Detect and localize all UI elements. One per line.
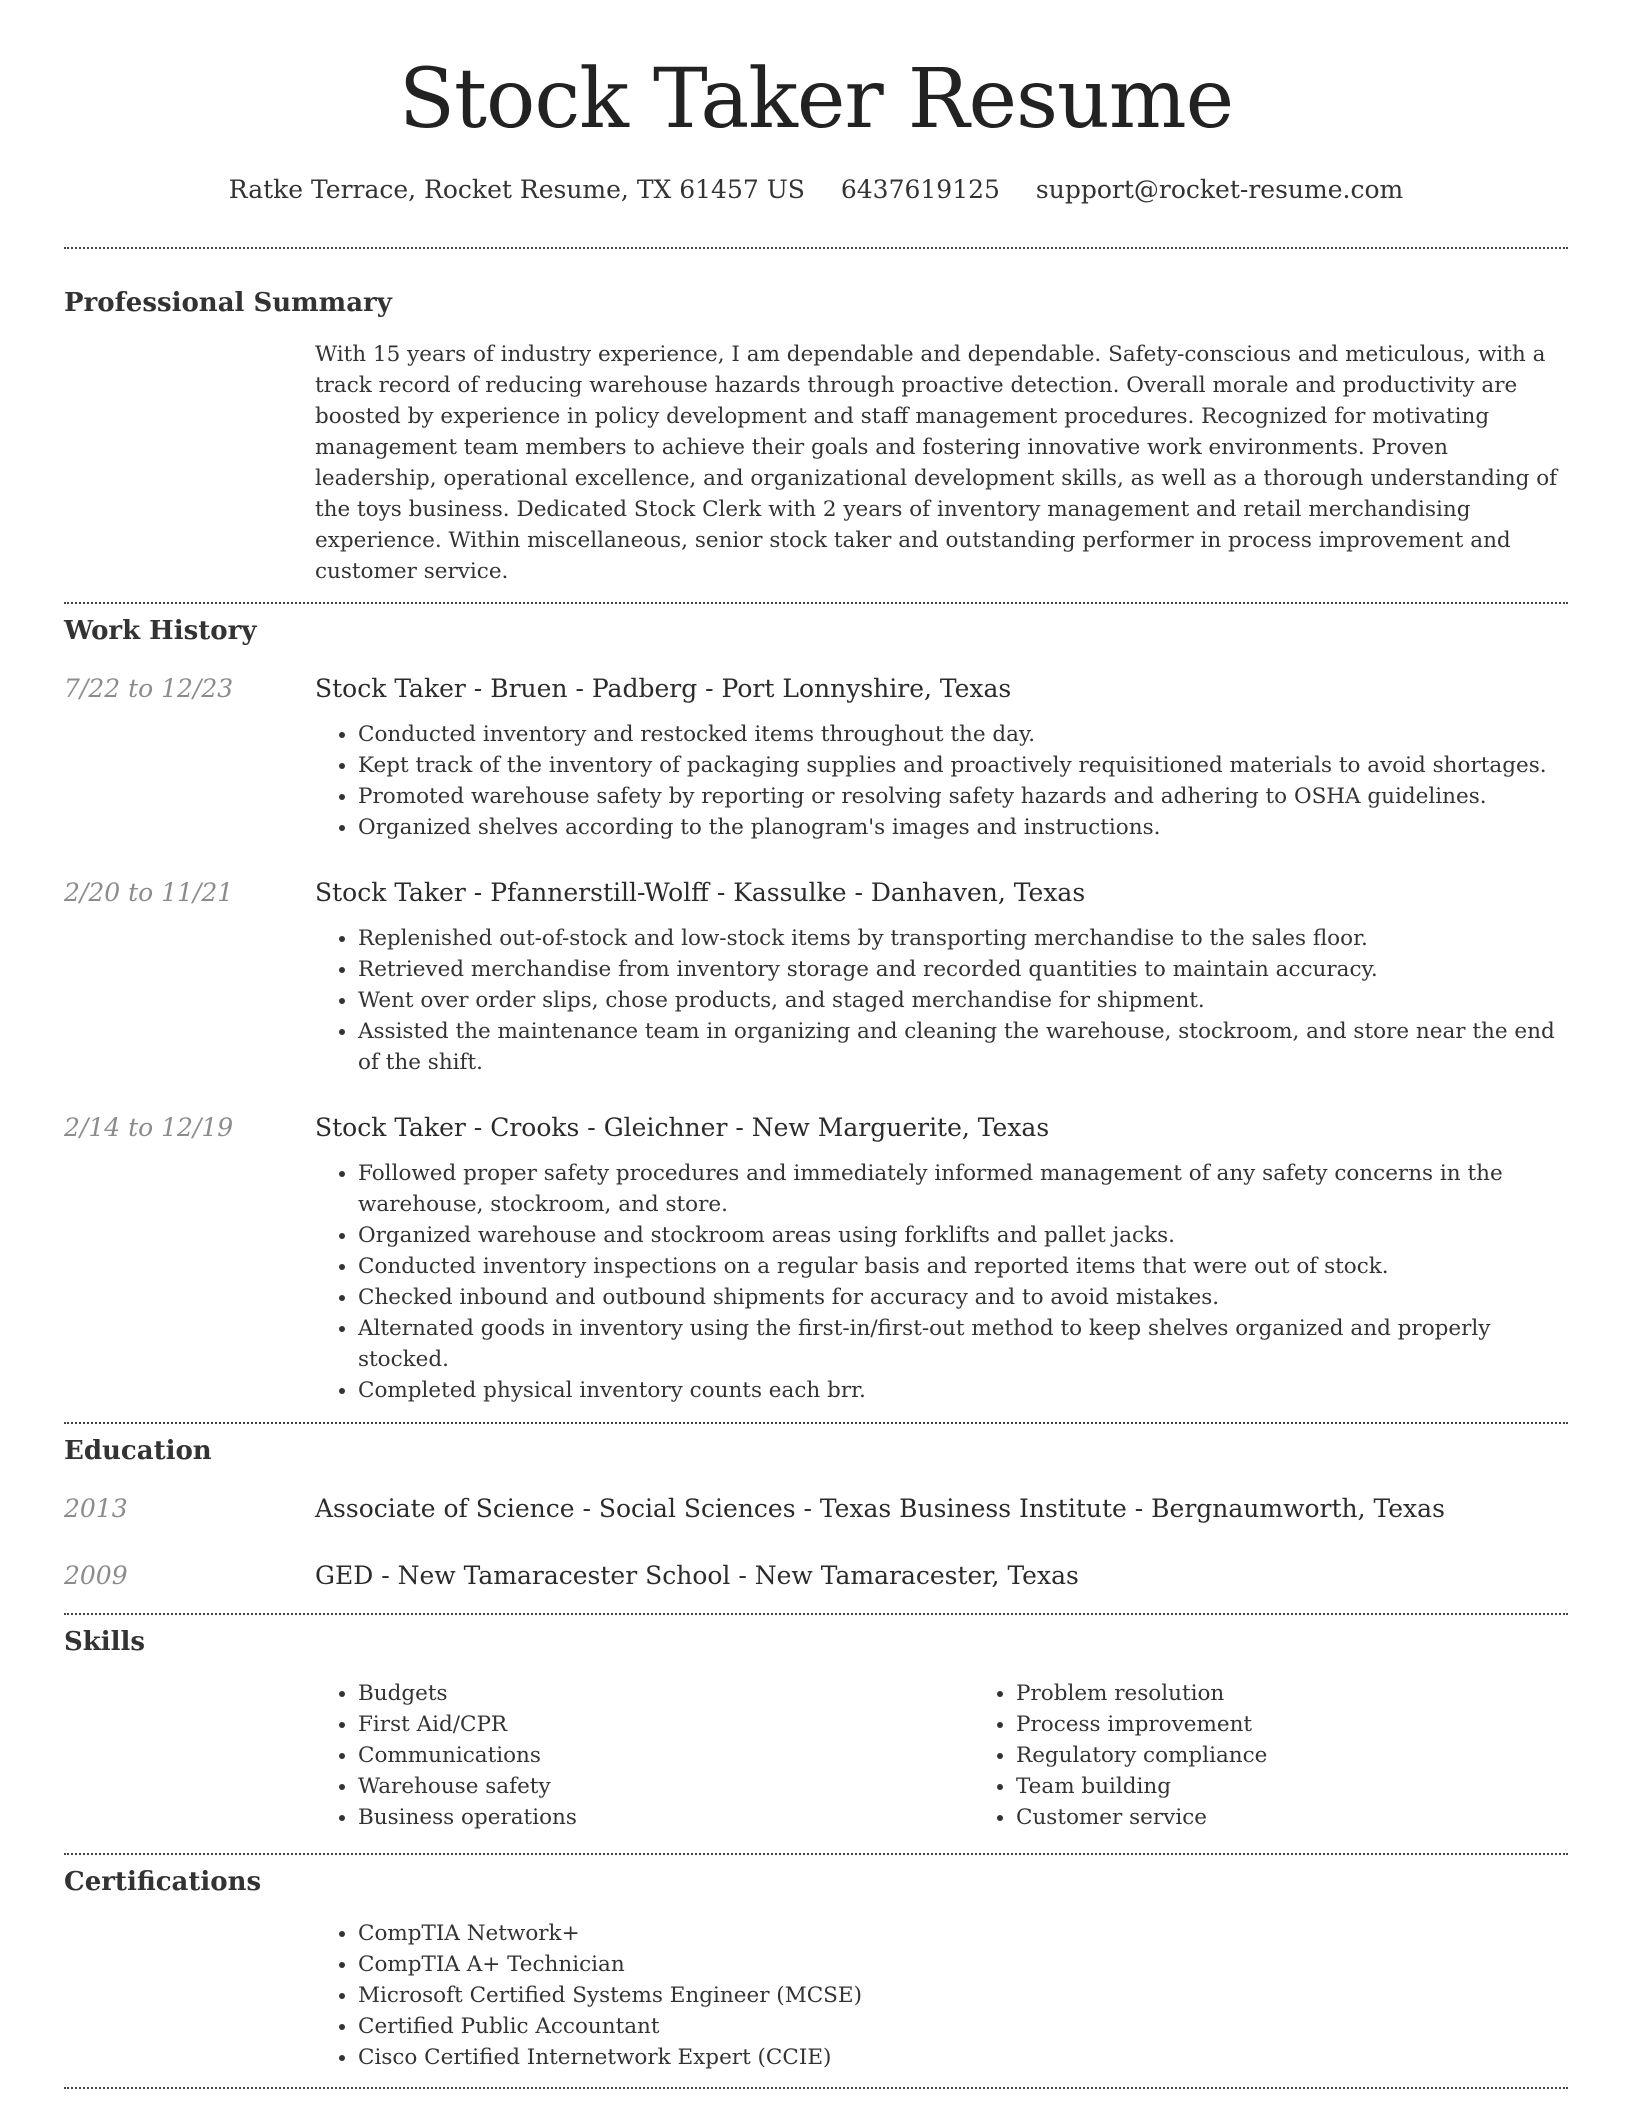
phone: 6437619125 [840,175,1000,204]
list-item: • Promoted warehouse safety by reporting or resolving safety hazards and adhering to OSHA guidelines. [358,781,1568,812]
section-title-certifications: Certifications [64,1867,262,1897]
list-item: • Completed physical inventory counts each brr. [358,1375,1568,1406]
divider [64,2087,1568,2089]
skills-list-left [315,1678,973,1833]
list-item: • Replenished out-of-stock and low-stock items by transporting merchandise to the sales floor. [358,923,1568,954]
certifications-section [64,1855,1568,2073]
job-bullets [315,719,1568,843]
list-item: • Microsoft Certified Systems Engineer (MCSE) [358,1980,1568,2011]
list-item: • Checked inbound and outbound shipments for accuracy and to avoid mistakes. [358,1282,1568,1313]
resume-header [64,0,1568,206]
list-item: • Conducted inventory and restocked items throughout the day. [358,719,1568,750]
education-heading: GED - New Tamaracester School - New Tamaracester, Texas [315,1561,1079,1590]
list-item: • Organized shelves according to the planogram's images and instructions. [358,812,1568,843]
list-item: • Certified Public Accountant [358,2011,1568,2042]
section-title-skills: Skills [64,1627,146,1657]
list-item: • Budgets [358,1678,973,1709]
list-item: • Organized warehouse and stockroom areas using forklifts and pallet jacks. [358,1220,1568,1251]
list-item: • Customer service [1016,1802,1631,1833]
education-entry [64,1559,1568,1593]
education-year: 2013 [64,1494,128,1523]
job-dates: 2/20 to 11/21 [64,878,234,907]
education-year: 2009 [64,1561,128,1590]
list-item: • CompTIA Network+ [358,1918,1568,1949]
page-title: Stock Taker Resume [398,52,1234,147]
list-item: • Retrieved merchandise from inventory storage and recorded quantities to maintain accuracy. [358,954,1568,985]
section-title-education: Education [64,1436,212,1466]
job-dates: 2/14 to 12/19 [64,1113,234,1142]
list-item: • Alternated goods in inventory using the first-in/first-out method to keep shelves organized and properly stocked. [358,1313,1568,1375]
list-item: • Cisco Certified Internetwork Expert (CCIE) [358,2042,1568,2073]
job-dates: 7/22 to 12/23 [64,674,234,703]
job-bullets [315,923,1568,1078]
work-history-section [64,604,1568,1406]
list-item: • Problem resolution [1016,1678,1631,1709]
address: Ratke Terrace, Rocket Resume, TX 61457 US [228,175,805,204]
summary-section [64,249,1568,587]
education-heading: Associate of Science - Social Sciences - Texas Business Institute - Bergnaumworth, Texas [315,1494,1445,1523]
list-item: • Assisted the maintenance team in organizing and cleaning the warehouse, stockroom, and store near the end of the shift. [358,1016,1568,1078]
list-item: • Business operations [358,1802,973,1833]
list-item: • Warehouse safety [358,1771,973,1802]
list-item: • CompTIA A+ Technician [358,1949,1568,1980]
education-entry [64,1492,1568,1526]
job-heading: Stock Taker - Pfannerstill-Wolff - Kassulke - Danhaven, Texas [315,878,1086,907]
list-item: • Conducted inventory inspections on a regular basis and reported items that were out of stock. [358,1251,1568,1282]
summary-text: With 15 years of industry experience, I am dependable and dependable. Safety-conscious and meticulous, with a track record of reducing warehouse hazards through proactive detection. Overall morale and productivity are boosted by experience in policy development and staff management procedures. Recognized for motivating management team members to achieve their goals and fostering innovative work environments. Proven leadership, operational excellence, and organizational development skills, as well as a thorough understanding of the toys business. Dedicated Stock Clerk with 2 years of inventory management and retail merchandising experience. Within miscellaneous, senior stock taker and outstanding performer in process improvement and customer service. [315,342,1558,584]
section-title-work: Work History [64,616,257,646]
section-title-summary: Professional Summary [64,288,392,318]
contact-line [64,174,1568,206]
list-item: • Followed proper safety procedures and immediately informed management of any safety concerns in the warehouse, stockroom, and store. [358,1158,1568,1220]
job-heading: Stock Taker - Crooks - Gleichner - New Marguerite, Texas [315,1113,1050,1142]
education-section [64,1424,1568,1593]
skills-section [64,1615,1568,1833]
list-item: • Regulatory compliance [1016,1740,1631,1771]
certifications-list [315,1918,1568,2073]
list-item: • Communications [358,1740,973,1771]
list-item: • First Aid/CPR [358,1709,973,1740]
job-entry [64,876,1568,1078]
list-item: • Went over order slips, chose products, and staged merchandise for shipment. [358,985,1568,1016]
list-item: • Kept track of the inventory of packaging supplies and proactively requisitioned materials to avoid shortages. [358,750,1568,781]
list-item: • Process improvement [1016,1709,1631,1740]
job-entry [64,1111,1568,1406]
skills-list-right [973,1678,1631,1833]
job-heading: Stock Taker - Bruen - Padberg - Port Lonnyshire, Texas [315,674,1012,703]
job-entry [64,672,1568,843]
list-item: • Team building [1016,1771,1631,1802]
job-bullets [315,1158,1568,1406]
email: support@rocket-resume.com [1035,175,1404,204]
